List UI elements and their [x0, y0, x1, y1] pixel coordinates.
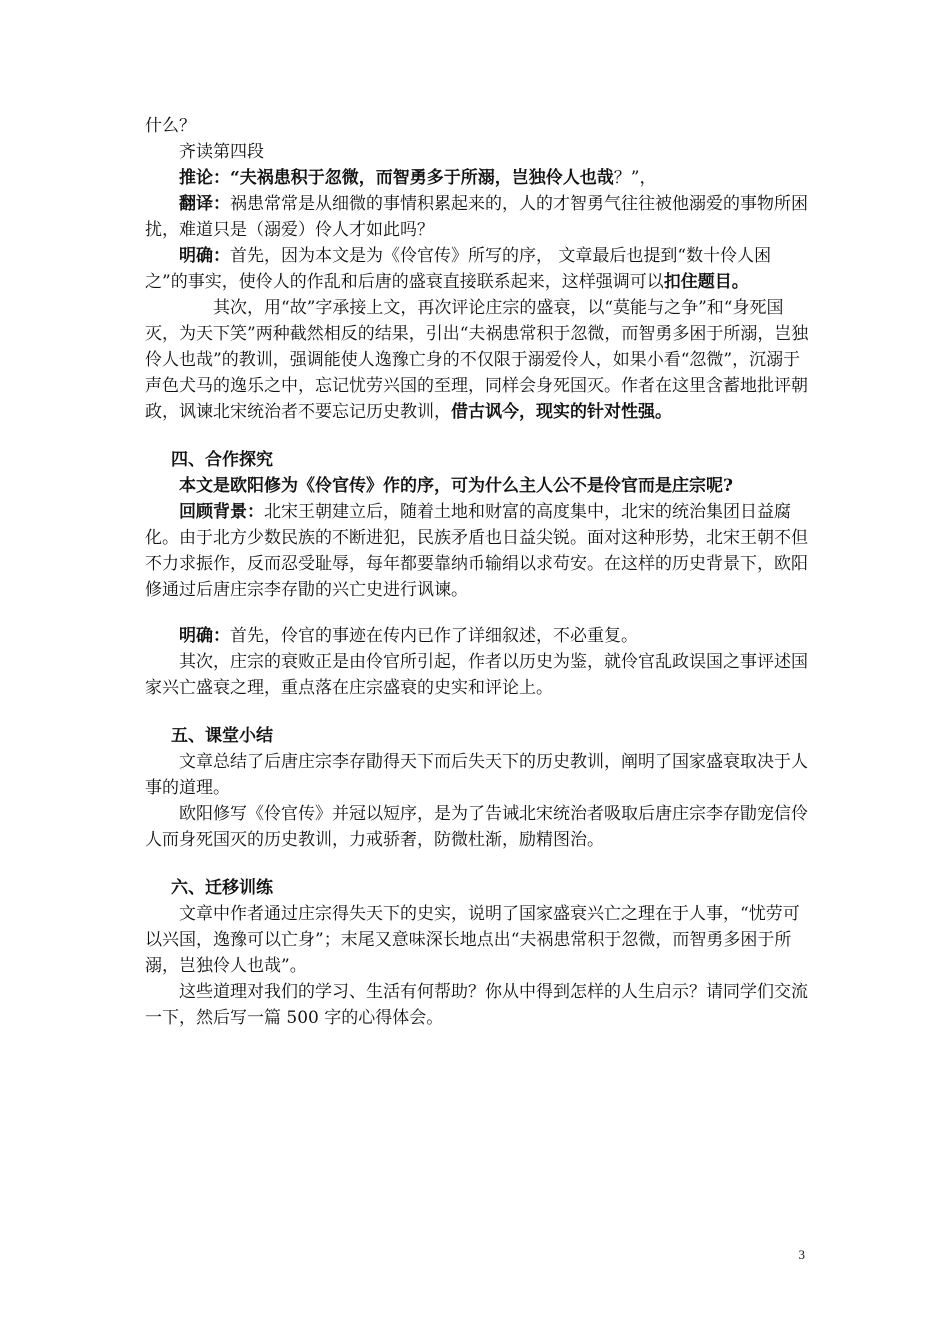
- answer-text-1: 首先，伶官的事迹在传内已作了详细叙述，不必重复。: [230, 626, 638, 646]
- section4-answer-1: [145, 623, 810, 649]
- background-label: 回顾背景：: [179, 502, 264, 522]
- inference-quote: “夫祸患积于忽微，而智勇多于所溺，岂独伶人也哉: [230, 168, 614, 188]
- secondly-bold: 借古讽今，现实的针对性强。: [451, 402, 672, 422]
- page-number: 3: [798, 1247, 805, 1262]
- inference-tail: ？”，: [613, 168, 657, 188]
- answer-label: 明确：: [179, 626, 230, 646]
- page-content: [145, 113, 810, 1031]
- section4-question: [145, 473, 810, 499]
- line-what: 什么？: [145, 116, 196, 136]
- section4-answer-2: 其次，庄宗的衰败正是由伶官所引起，作者以历史为鉴，就伶官乱政误国之事评述国家兴亡盛衰之理，重点落在庄宗盛衰的史实和评论上。: [145, 652, 808, 698]
- clarify-text: 首先，因为本文是为《伶官传》所写的序， 文章最后也提到“数十伶人困之”的事实，使伶人的作乱和后唐的盛衰直接联系起来，这样强调可以: [145, 246, 772, 292]
- translation-para: [145, 191, 810, 243]
- section4-question-text: 本文是欧阳修为《伶官传》作的序，可为什么主人公不是伶官而是庄宗呢?: [179, 476, 733, 496]
- line-read-para4: 齐读第四段: [179, 142, 264, 162]
- secondly-para: [145, 295, 810, 425]
- section4-background: [145, 499, 810, 603]
- section5-para-1: 文章总结了后唐庄宗李存勖得天下而后失天下的历史教训，阐明了国家盛衰取决于人事的道理。: [145, 752, 808, 798]
- clarify-label: 明确：: [179, 246, 230, 266]
- section6-para-1: 文章中作者通过庄宗得失天下的史实，说明了国家盛衰兴亡之理在于人事，“忧劳可以兴国，逸豫可以亡身”；末尾又意味深长地点出“夫祸患常积于忽微，而智勇多困于所溺，岂独伶人也哉”。: [145, 904, 800, 976]
- inference-label: 推论：: [179, 168, 230, 188]
- section5-heading: 五、课堂小结: [171, 726, 273, 746]
- secondly-text: 其次，用“故”字承接上文，再次评论庄宗的盛衰，以“莫能与之争”和“身死国灭，为天下笑”两种截然相反的结果，引出“夫祸患常积于忽微，而智勇多困于所溺，岂独伶人也哉”的教训，强调能使人逸豫亡身的不仅限于溺爱伶人，如果小看“忽微”，沉溺于声色犬马的逸乐之中，忘记忧劳兴国的至理，同样会身死国灭。作者在这里含蓄地批评朝政，讽谏北宋统治者不要忘记历史教训，: [145, 298, 809, 422]
- section6-heading: 六、迁移训练: [171, 878, 273, 898]
- background-text: 北宋王朝建立后，随着土地和财富的高度集中，北宋的统治集团日益腐化。由于北方少数民族的不断进犯，民族矛盾也日益尖锐。面对这种形势，北宋王朝不但不力求振作，反而忍受耻辱，每年都要靠纳币输绢以求苟安。在这样的历史背景下，欧阳修通过后唐庄宗李存勖的兴亡史进行讽谏。: [145, 502, 808, 600]
- translation-text: 祸患常常是从细微的事情积累起来的，人的才智勇气往往被他溺爱的事物所困扰，难道只是（溺爱）伶人才如此吗？: [145, 194, 808, 240]
- clarify-bold: 扣住题目。: [663, 272, 749, 292]
- section6-para-2: 这些道理对我们的学习、生活有何帮助？你从中得到怎样的人生启示？请同学们交流一下，然后写一篇 500 字的心得体会。: [145, 982, 808, 1028]
- section4-heading: 四、合作探究: [171, 450, 273, 470]
- clarify-para: [145, 243, 810, 295]
- section5-para-2: 欧阳修写《伶官传》并冠以短序，是为了告诫北宋统治者吸取后唐庄宗李存勖宠信伶人而身死国灭的历史教训，力戒骄奢，防微杜渐，励精图治。: [145, 804, 808, 850]
- inference-line: [145, 165, 810, 191]
- translation-label: 翻译：: [179, 194, 230, 214]
